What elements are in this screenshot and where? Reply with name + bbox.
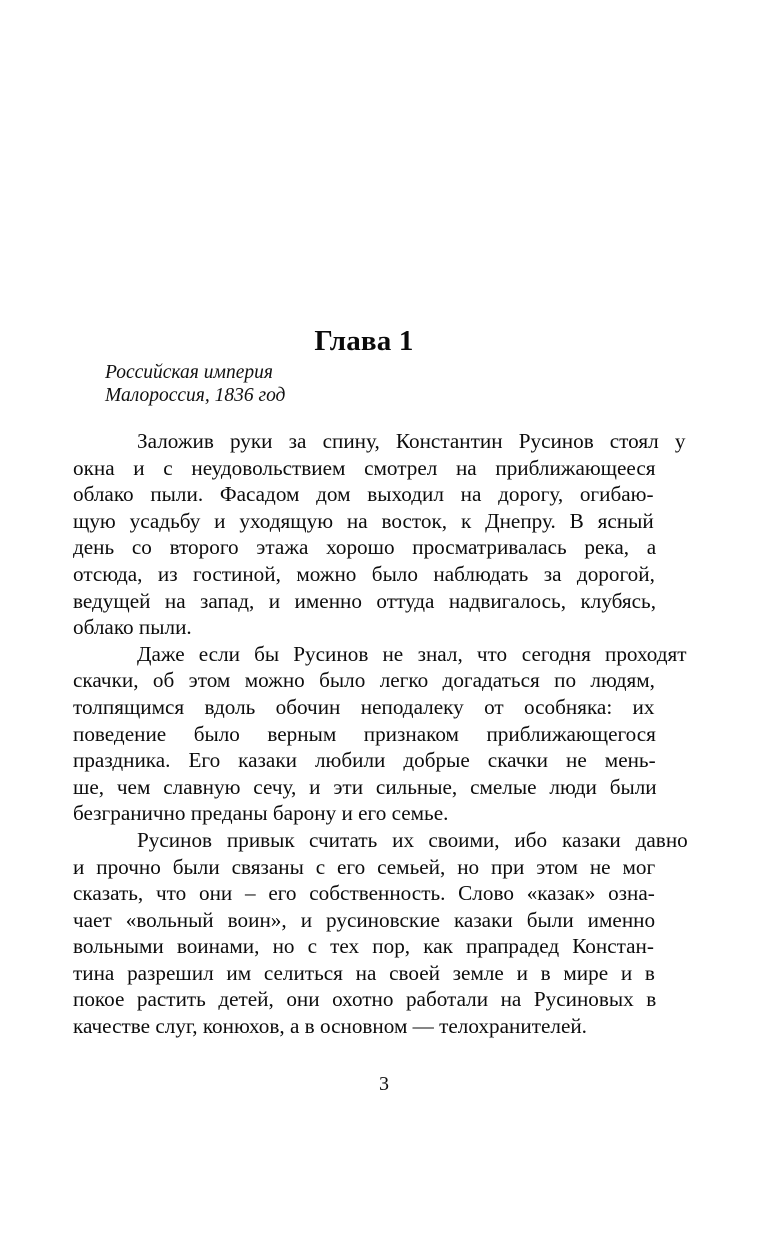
word: огибаю- bbox=[579, 482, 654, 507]
text-line bbox=[73, 960, 655, 987]
body-paragraph-3 bbox=[73, 827, 688, 1040]
word: чает bbox=[73, 907, 112, 932]
text-line bbox=[73, 880, 655, 907]
word: река, bbox=[584, 535, 630, 560]
word: и bbox=[133, 455, 145, 480]
word: Констан- bbox=[572, 934, 654, 959]
word: казаки bbox=[561, 827, 621, 852]
text-line bbox=[73, 481, 655, 508]
text-line bbox=[73, 534, 655, 561]
word: «казак» bbox=[526, 881, 596, 906]
word: любили bbox=[314, 748, 386, 773]
word: смотрел bbox=[364, 455, 438, 480]
word: Русинов bbox=[137, 827, 213, 852]
word: восток, bbox=[381, 508, 448, 533]
word: смелые bbox=[470, 774, 537, 799]
word: вдоль bbox=[204, 694, 256, 719]
word: за bbox=[543, 561, 562, 586]
word: им bbox=[226, 960, 252, 985]
word: растить bbox=[136, 987, 206, 1012]
word: в bbox=[644, 960, 655, 985]
word: его bbox=[337, 854, 366, 879]
word: чем bbox=[116, 774, 151, 799]
word: и bbox=[214, 508, 226, 533]
text-line bbox=[73, 986, 655, 1013]
word: именно bbox=[587, 907, 656, 932]
word: на bbox=[164, 588, 186, 613]
word: пор, bbox=[372, 934, 411, 959]
text-line bbox=[73, 694, 655, 721]
word: скачки bbox=[487, 748, 549, 773]
word: но bbox=[272, 934, 295, 959]
word: но bbox=[457, 854, 480, 879]
word: что bbox=[155, 881, 187, 906]
word: разрешил bbox=[127, 960, 214, 985]
word: сильные, bbox=[375, 774, 458, 799]
word: руки bbox=[229, 429, 273, 453]
word: дорогу, bbox=[498, 482, 564, 507]
word: толпящимся bbox=[73, 694, 185, 719]
word: как bbox=[423, 934, 453, 959]
text-line bbox=[73, 907, 655, 934]
word: и bbox=[73, 854, 85, 879]
word: воин», bbox=[227, 907, 287, 932]
word: праздника. bbox=[73, 748, 171, 773]
word: щую bbox=[73, 508, 116, 533]
text-line bbox=[73, 774, 655, 801]
epigraph-line-1: Российская империя bbox=[105, 362, 273, 383]
word: легко bbox=[379, 668, 429, 693]
word: собственность. bbox=[309, 881, 446, 906]
word: наблюдать bbox=[433, 561, 529, 586]
word: с bbox=[307, 934, 318, 959]
word: сегодня bbox=[521, 641, 591, 666]
word: не bbox=[382, 641, 404, 666]
word: не bbox=[589, 854, 611, 879]
word: по bbox=[554, 668, 577, 693]
word: на bbox=[346, 508, 368, 533]
word: с bbox=[315, 854, 326, 879]
word: пыли. bbox=[150, 482, 204, 507]
word: было bbox=[371, 561, 418, 586]
word: Русиновых bbox=[533, 987, 634, 1012]
word: Слово bbox=[458, 881, 514, 906]
word: и bbox=[516, 960, 528, 985]
word: вольными bbox=[73, 934, 164, 959]
word: за bbox=[288, 429, 307, 453]
word: можно bbox=[296, 561, 357, 586]
word: клубясь, bbox=[580, 588, 656, 613]
word: в bbox=[540, 960, 551, 985]
text-block bbox=[73, 0, 688, 1241]
word: окна bbox=[73, 455, 115, 480]
text-line bbox=[73, 854, 655, 881]
word: покое bbox=[73, 987, 125, 1012]
word: хорошо bbox=[326, 535, 395, 560]
word: ведущей bbox=[73, 588, 151, 613]
word: на bbox=[460, 482, 482, 507]
word: тех bbox=[330, 934, 360, 959]
word: от bbox=[484, 694, 504, 719]
body-paragraph-1 bbox=[73, 428, 686, 641]
text-line bbox=[73, 508, 655, 535]
word: дорогой, bbox=[576, 561, 655, 586]
word: казаки bbox=[453, 907, 513, 932]
word: мире bbox=[563, 960, 609, 985]
word: сечу, bbox=[253, 774, 297, 799]
word: «вольный bbox=[125, 907, 214, 932]
word: Константин bbox=[395, 429, 503, 453]
word: охотно bbox=[332, 987, 394, 1012]
word: казаки bbox=[238, 748, 297, 773]
word: приближающееся bbox=[495, 455, 656, 480]
word: земле bbox=[452, 960, 504, 985]
word: были bbox=[526, 907, 574, 932]
text-line bbox=[73, 747, 655, 774]
text-line bbox=[73, 561, 655, 588]
word: русиновские bbox=[326, 907, 440, 932]
word: эти bbox=[333, 774, 364, 799]
word: их bbox=[392, 827, 414, 852]
body-paragraph-2 bbox=[73, 641, 687, 827]
word: мог bbox=[622, 854, 656, 879]
word: день bbox=[73, 535, 115, 560]
word: в bbox=[646, 987, 657, 1012]
word: к bbox=[460, 508, 472, 533]
word: славную bbox=[163, 774, 241, 799]
word: а bbox=[646, 535, 657, 560]
body-copy bbox=[73, 428, 688, 1040]
word: было bbox=[319, 668, 366, 693]
text-line bbox=[73, 641, 687, 668]
word: можно bbox=[244, 668, 305, 693]
word: особняка: bbox=[523, 694, 613, 719]
word: запад, bbox=[200, 588, 255, 613]
word: отсюда, bbox=[73, 561, 143, 586]
word: озна- bbox=[608, 881, 655, 906]
word: были bbox=[609, 774, 657, 799]
word: поведение bbox=[73, 721, 167, 746]
epigraph-line-2: Малороссия, 1836 год bbox=[105, 385, 286, 406]
word: своей bbox=[389, 960, 440, 985]
word: этом bbox=[536, 854, 578, 879]
text-line: качестве слуг, конюхов, а в основном — телохранителей. bbox=[73, 1014, 587, 1039]
word: считать bbox=[309, 827, 378, 852]
word: воинами, bbox=[176, 934, 260, 959]
word: именно bbox=[294, 588, 362, 613]
word: верным bbox=[267, 721, 337, 746]
word: прочно bbox=[96, 854, 161, 879]
text-line bbox=[73, 455, 655, 482]
word: знал, bbox=[417, 641, 463, 666]
epigraph bbox=[105, 361, 645, 407]
word: гостиной, bbox=[193, 561, 281, 586]
word: тина bbox=[73, 960, 115, 985]
word: Заложив bbox=[137, 429, 214, 453]
word: Русинов bbox=[293, 641, 369, 666]
word: они bbox=[286, 987, 320, 1012]
word: проходят bbox=[604, 641, 687, 666]
word: на bbox=[355, 960, 377, 985]
word: со bbox=[131, 535, 152, 560]
word: работали bbox=[405, 987, 489, 1012]
word: если bbox=[198, 641, 240, 666]
word: прапрадед bbox=[466, 934, 560, 959]
word: они bbox=[198, 881, 233, 906]
word: что bbox=[476, 641, 508, 666]
text-line: безгранично преданы барону и его семье. bbox=[73, 801, 449, 826]
word: дом bbox=[316, 482, 351, 507]
word: сказать, bbox=[73, 881, 144, 906]
word: Фасадом bbox=[219, 482, 300, 507]
word: и bbox=[309, 774, 321, 799]
word: скачки, bbox=[73, 668, 139, 693]
word: добрые bbox=[403, 748, 470, 773]
word: привык bbox=[226, 827, 295, 852]
word: неподалеку bbox=[360, 694, 464, 719]
word: этом bbox=[188, 668, 231, 693]
word: людям, bbox=[590, 668, 655, 693]
word: этажа bbox=[256, 535, 309, 560]
word: Даже bbox=[137, 641, 185, 666]
chapter-heading: Глава 1 bbox=[314, 325, 414, 358]
word: об bbox=[152, 668, 175, 693]
word: на bbox=[455, 455, 477, 480]
word: из bbox=[157, 561, 178, 586]
word: обочин bbox=[275, 694, 341, 719]
word: и bbox=[268, 588, 281, 613]
text-line bbox=[73, 721, 655, 748]
word: надвигалось, bbox=[448, 588, 567, 613]
word: признаком bbox=[363, 721, 459, 746]
word: с bbox=[163, 455, 173, 480]
word: Днепру. bbox=[485, 508, 556, 533]
word: усадьбу bbox=[129, 508, 201, 533]
word: его bbox=[268, 881, 297, 906]
word: выходил bbox=[367, 482, 444, 507]
text-line bbox=[73, 588, 655, 615]
text-line bbox=[73, 827, 688, 854]
word: их bbox=[632, 694, 655, 719]
word: бы bbox=[254, 641, 280, 666]
word: второго bbox=[169, 535, 239, 560]
word: – bbox=[245, 881, 256, 906]
page-number: 3 bbox=[379, 1073, 389, 1095]
word: связаны bbox=[231, 854, 304, 879]
word: детей, bbox=[218, 987, 274, 1012]
word: было bbox=[193, 721, 240, 746]
text-line bbox=[73, 933, 655, 960]
word: спину, bbox=[322, 429, 380, 453]
word: неудовольствием bbox=[191, 455, 346, 480]
text-line bbox=[73, 428, 686, 455]
word: Его bbox=[188, 748, 221, 773]
word: у bbox=[674, 429, 686, 453]
word: и bbox=[300, 907, 313, 932]
word: уходящую bbox=[239, 508, 334, 533]
word: своими, bbox=[428, 827, 500, 852]
word: ясный bbox=[597, 508, 654, 533]
word: приближающегося bbox=[486, 721, 656, 746]
word: просматривалась bbox=[412, 535, 567, 560]
word: Русинов bbox=[518, 429, 594, 453]
word: оттуда bbox=[376, 588, 435, 613]
word: давно bbox=[635, 827, 688, 852]
word: мень- bbox=[604, 748, 656, 773]
word: ибо bbox=[514, 827, 548, 852]
word: и bbox=[620, 960, 633, 985]
word: ше, bbox=[73, 774, 105, 799]
word: люди bbox=[549, 774, 597, 799]
word: догадаться bbox=[442, 668, 540, 693]
word: на bbox=[500, 987, 522, 1012]
word: облако bbox=[73, 482, 134, 507]
word: В bbox=[569, 508, 584, 533]
word: семьей, bbox=[377, 854, 446, 879]
word: были bbox=[172, 854, 220, 879]
word: стоял bbox=[609, 429, 659, 453]
text-line bbox=[73, 667, 655, 694]
word: при bbox=[491, 854, 525, 879]
word: не bbox=[566, 748, 587, 773]
text-line: облако пыли. bbox=[73, 615, 192, 640]
word: селиться bbox=[263, 960, 343, 985]
